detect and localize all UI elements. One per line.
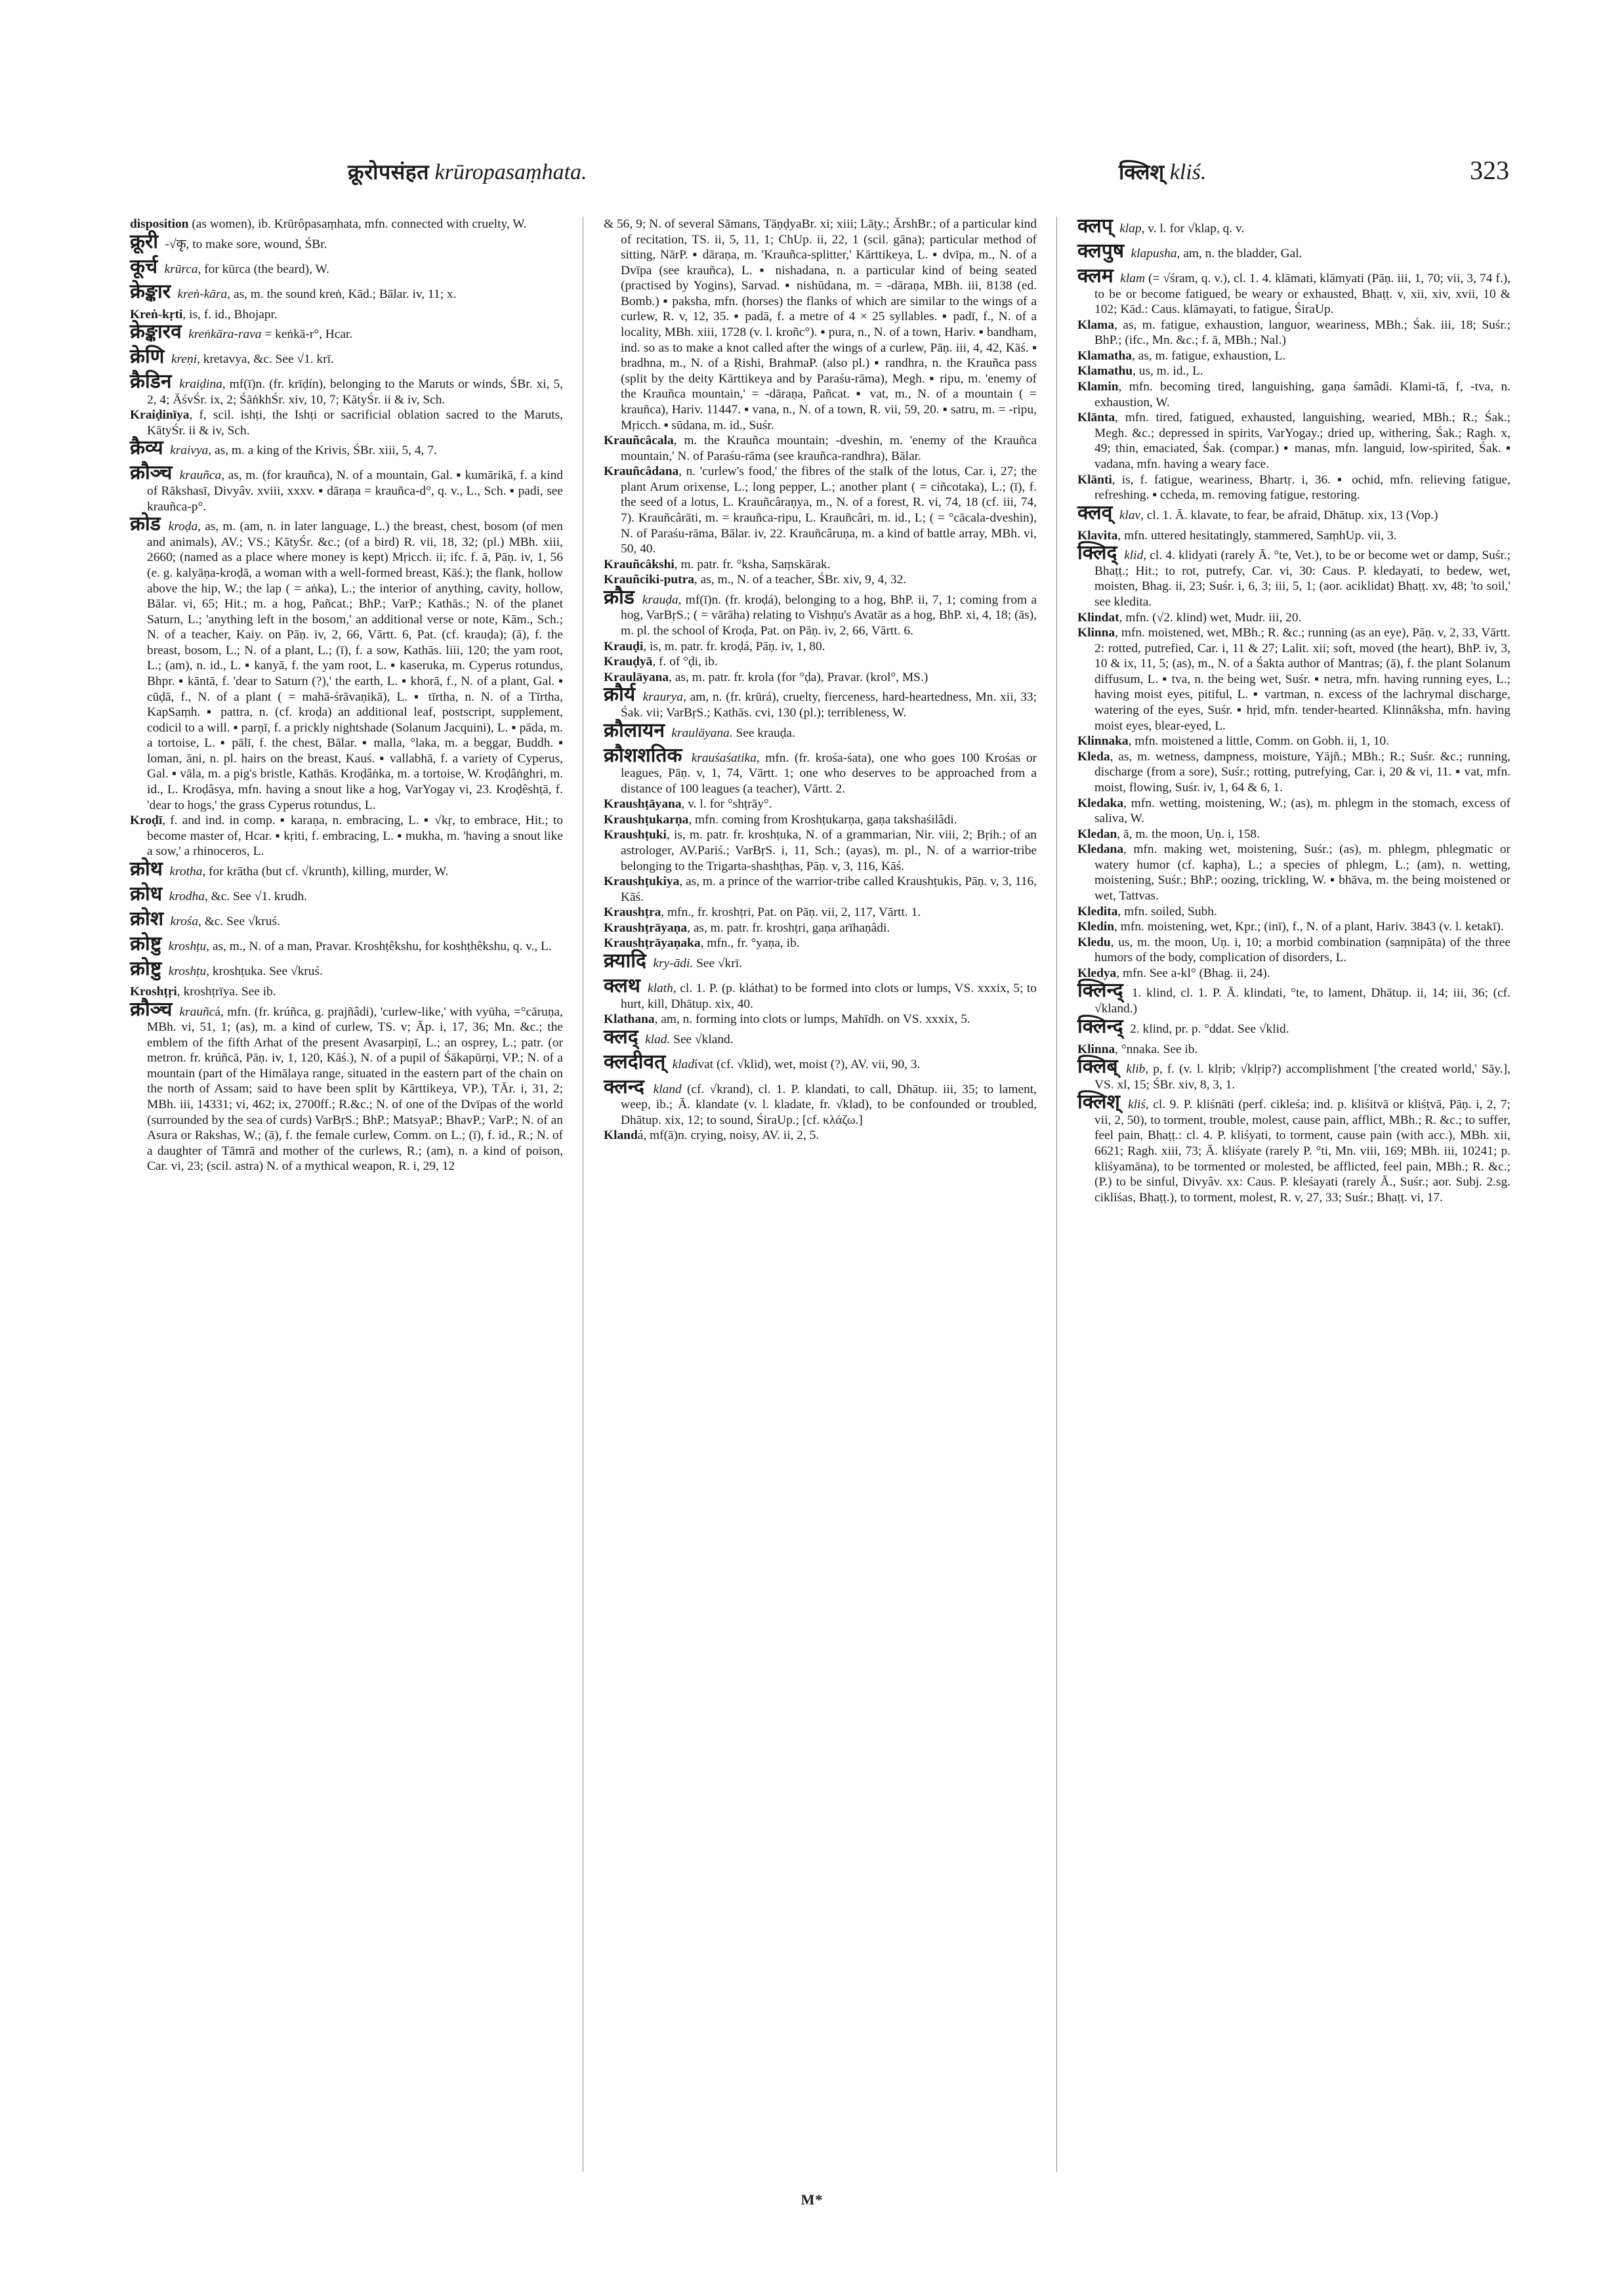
entry-body: , am, n. the bladder, Gal. (1176, 247, 1302, 260)
entry-headword: Kledya (1077, 966, 1117, 980)
dictionary-entry (130, 217, 563, 232)
entry-headword: klad (672, 1057, 695, 1071)
entry-headword: Kleda (1077, 749, 1110, 764)
header-left-translit: krūropasaṃhata. (434, 160, 587, 184)
dictionary-entry (604, 718, 1037, 746)
dictionary-entry (604, 670, 1037, 686)
entry-headword: klap (1119, 222, 1142, 236)
entry-headword: Klathana (604, 1012, 655, 1027)
entry-headword: Klinna (1077, 1042, 1115, 1056)
dictionary-entry (604, 905, 1037, 920)
dictionary-entry (1077, 610, 1510, 626)
entry-headword: klav (1119, 508, 1141, 522)
entry-headword: disposition (130, 217, 189, 231)
entry-devanagari-headword: क्लम (1077, 264, 1121, 287)
entry-headword: Kraiḍinīya (130, 408, 190, 423)
entry-devanagari-headword: क्रौशशतिक (604, 743, 692, 767)
dictionary-entry (604, 827, 1037, 874)
entry-devanagari-headword: क्रोड (130, 512, 169, 536)
entry-headword: klam (1120, 272, 1145, 285)
entry-body: , f, scil. ishṭi, the Ishṭi or sacrificial oblation sacred to the Maruts, KātyŚr. ii & iv, Sch. (147, 408, 563, 438)
entry-body: , mfn. becoming tired, languishing, gaṇa śamâdi. Klami-tā, f, -tva, n. exhaustion, W. (1094, 380, 1510, 409)
entry-headword: Kraulāyana (604, 670, 669, 684)
dictionary-entry (1077, 318, 1510, 348)
dictionary-entry (604, 433, 1037, 464)
dictionary-entry (1077, 827, 1510, 842)
entry-devanagari-headword: क्रोध (130, 882, 169, 905)
dictionary-entry (1077, 1042, 1510, 1058)
entry-devanagari-headword: क्रोथ (130, 857, 170, 880)
entry-body: , mfn. moistened a little, Comm. on Gobh. ii, 1, 10. (1128, 734, 1390, 749)
dictionary-entry (604, 1128, 1037, 1144)
entry-body: á, mfn. (fr. krúñca, g. prajñâdi), 'curlew-like,' with vyūha, =°cāruṇa, MBh. vi, 51, 1; (as), m. a kind of curlew, TS. v; Āp. i, 17, 36; Mn. &c.; the emblem of the fifth Arhat of the present Avasarpiṇī, L.; an osprey, L.; patr. (or metron. fr. krúñcā, Pāṇ. iv, 1, 120, Kāś.), N. of a pupil of Śākapūrṇi, VP.; N. of a mountain (part of the Himālaya range, situated in the eastern part of the chain on the north of Assam; said to have been split by Kārttikeya, VP.), TĀr. i, 31, 2; MBh. iii, 14331; vi, 462; ix, 2700ff.; R.&c.; N. of one of the Dvīpas of the world (surrounded by the sea of curds) VarBṛS.; BhP.; MatsyaP.; BhavP.; VarP.; N. of an Asura or Rakshas, W.; (ā), f. the female curlew, Comm. on L.; (ī), f. id., R.; N. of a daughter of Tāmrā and mother of the curlews, R.; (am), n. a kind of poison, Car. vi, 23; (scil. astra) N. of a mythical weapon, R. i, 29, 12 (147, 1004, 563, 1174)
entry-body: , is, f. fatigue, weariness, Bhartṛ. i, 36. ▪ ochid, mfn. relieving fatigue, refreshing. ▪ ccheda, m. removing fatigue, restoring. (1094, 472, 1510, 503)
dictionary-entry (604, 639, 1037, 655)
entry-headword: kraivya (170, 444, 209, 458)
entry-headword: krauñca (179, 468, 222, 483)
entry-headword: Krauḍi (604, 639, 644, 653)
header-left-entry (348, 157, 587, 186)
entry-headword: krauḍa (642, 592, 678, 607)
entry-body: , is, m. patr. fr. kroshṭuka, N. of a grammarian, Nir. viii, 2; Bṛih.; of an astrologer, AV.Pariś.; VarBṛS. i, 11, Sch.; (ayas), m. pl., N. of a warrior-tribe belonging to the Trigarta-shashṭhas, Pāṇ. v, 3, 116, Kāś. (621, 828, 1037, 873)
entry-body: , v. l. for °shṭrāy°. (681, 797, 772, 812)
entry-body: , f. of °ḍi, ib. (652, 655, 718, 669)
entry-body: , cl. 1. P. (p. kláthat) to be formed into clots or lumps, VS. xxxix, 5; to hurt, kill, Dhātup. xix, 40. (621, 982, 1037, 1011)
entry-body: 2. klind, pr. p. °ddat. See √klid. (1130, 1022, 1289, 1036)
entry-headword: Krauñciki-putra (604, 573, 694, 587)
entry-devanagari-headword: क्रेङ्कारव (130, 320, 189, 344)
entry-devanagari-headword: कूर्च (130, 255, 165, 278)
dictionary-entry (1077, 842, 1510, 903)
entry-body: , as, m. patr. fr. krola (for °ḍa), Pravar. (krol°, MS.) (669, 670, 928, 684)
entry-body: , mfn. wetting, moistening, W.; (as), m. phlegm in the stomach, excess of saliva, W. (1094, 796, 1510, 826)
dictionary-entry (604, 976, 1037, 1012)
column-1 (130, 217, 563, 1174)
entry-headword: Kraushṭrāyaṇa (604, 920, 688, 935)
entry-body: , mfn. uttered hesitatingly, stammered, SaṃhUp. vii, 3. (1117, 528, 1397, 543)
dictionary-entry (604, 951, 1037, 976)
entry-headword: kraiḍina (179, 377, 222, 392)
entry-body: , f. and ind. in comp. ▪ karaṇa, n. embracing, L. ▪ √kṛ, to embrace, Hit.; to become master of, Hcar. ▪ kṛiti, f. embracing, L. ▪ mukha, m. 'having a snout like a sow,' a rhinoceros, L. (147, 814, 563, 859)
entry-headword: Kraushṭukarṇa (604, 812, 689, 827)
entry-devanagari-headword: क्लथ (604, 974, 648, 998)
dictionary-entry (604, 796, 1037, 812)
entry-headword: Kledin (1077, 920, 1115, 934)
entry-headword: Krauñcâdana (604, 465, 679, 479)
entry-headword: krotha (169, 864, 203, 879)
dictionary-entry (1077, 363, 1510, 379)
entry-body: कृ, to make sore, wound, ŚBr. (176, 237, 327, 251)
entry-headword: Kledana (1077, 842, 1124, 857)
entry-body: , mf(ī)n. (fr. krīḍín), belonging to the Maruts or winds, ŚBr. xi, 5, 2, 4; ĀśvŚr. ix, 2; ŚāṅkhŚr. xiv, 10, 7; KātyŚr. ii & iv, Sch. (147, 377, 563, 407)
entry-body: See √krī. (693, 957, 742, 971)
entry-headword: kreṅ-kāra (177, 287, 228, 301)
entry-headword: krauñc (179, 1004, 215, 1019)
dictionary-entry (1077, 796, 1510, 827)
text-columns (130, 217, 1513, 2185)
column-3 (1077, 217, 1510, 1205)
entry-body: , as, m. patr. fr. kroshṭri, gaṇa arīhaṇâdi. (687, 920, 890, 935)
dictionary-entry (130, 279, 563, 307)
entry-devanagari-headword: क्लन्द (604, 1075, 654, 1098)
entry-devanagari-headword: क्रौञ्च (130, 997, 180, 1021)
dictionary-entry (130, 463, 563, 514)
entry-body: , mf(ī)n. (fr. kroḍá), belonging to a hog, BhP. ii, 7, 1; coming from a hog, VarBṛS.; ( = vārāha) relating to Vishṇu's Avatār as a hog, BhP. xi, 4, 18; (ās), m. pl. the school of Kroḍa, Pat. on Pāṇ. iv, 2, 66, Vārtt. 6. (621, 592, 1037, 638)
dictionary-entry (1077, 919, 1510, 935)
dictionary-entry (1077, 625, 1510, 734)
entry-body: , as, m. fatigue, exhaustion, L. (1131, 348, 1286, 363)
entry-headword: kry-ādi. (653, 957, 694, 971)
dictionary-entry (1077, 981, 1510, 1016)
entry-devanagari-headword: क्रौलायन (604, 718, 672, 742)
dictionary-entry (130, 514, 563, 813)
entry-body: á, mf(ā)n. crying, noisy, AV. ii, 2, 5. (637, 1128, 820, 1143)
entry-devanagari-headword: क्रौर्य (604, 683, 643, 707)
dictionary-entry (1077, 266, 1510, 318)
entry-headword: Kledaka (1077, 796, 1124, 810)
page-signature: M* (801, 2191, 823, 2208)
entry-body: , °nnaka. See ib. (1115, 1042, 1198, 1056)
entry-devanagari-headword: क्रूरी (130, 230, 165, 253)
entry-body: , cl. 9. P. kliśnāti (perf. cikleśa; ind. p. kliśitvā or kliśṭvā, Pāṇ. i, 2, 7; vii, 2, 50), to torment, trouble, molest, cause pain, afflict, MBh.; R. &c.; to suffer, feel pain, Bhaṭṭ.: cl. 4. P. kliśyati, to torment, cause pain (with acc.), MBh. xii, 6621; Ragh. xiii, 73; Ā. kliśyate (rarely P. °ti, Mn. viii, 169; MBh. iii, 10241; p. kliśyamāna), to be tormented or molested, be afflicted, feel pain, MBh.; R. &c.; (P.) to be sinful, Divyâv. xx: Caus. P. kleśayati (rarely Ā., Suśr.; aor. Subj. 2.sg. cikliśas, Bhaṭṭ.), to torment, molest, R. v, 27, 33; Suśr.; Bhaṭṭ. vi, 17. (1094, 1098, 1510, 1205)
dictionary-entry (1077, 966, 1510, 982)
entry-body: , mfn., fr. kroshṭri, Pat. on Pāṇ. vii, 2, 117, Vārtt. 1. (661, 905, 921, 920)
dictionary-entry (1077, 472, 1510, 503)
entry-devanagari-headword: क्रैव्य (130, 436, 171, 460)
entry-body: , as, m. a prince of the warrior-tribe called Kraushṭukis, Pāṇ. v, 3, 116, Kāś. (621, 875, 1037, 904)
entry-headword: Krauḍyā (604, 655, 653, 669)
entry-body: , us, m. id., L. (1133, 364, 1203, 379)
entry-headword: Kroshṭṛi (130, 984, 177, 999)
entry-headword: Klinna (1077, 626, 1115, 640)
entry-body: , mfn. soiled, Subh. (1117, 904, 1217, 919)
entry-headword: -√ (165, 237, 177, 251)
entry-body: See √kland. (670, 1032, 734, 1046)
header-center-devanagari: क्लिश् (1119, 159, 1165, 184)
entry-headword: Kland (604, 1128, 638, 1143)
entry-headword: Krauñcâcala (604, 434, 674, 448)
header-center-entry (1119, 157, 1206, 186)
dictionary-entry (1077, 528, 1510, 544)
entry-body: , as, m. fatigue, exhaustion, languor, weariness, MBh.; Śak. iii, 18; Suśr.; BhP.; (ifc., Mn. &c.; f. ā, MBh.; Nal.) (1094, 318, 1510, 348)
header-center-translit: kliś. (1169, 160, 1207, 184)
dictionary-entry (130, 257, 563, 282)
dictionary-entry (604, 812, 1037, 828)
dictionary-entry (1077, 749, 1510, 796)
entry-body: , cl. 4. klidyati (rarely Ā. °te, Vet.), to be or become wet or damp, Suśr.; Bhaṭṭ.; Hit.; to rot, putrefy, Car. vi, 30: Caus. P. kledayati, to bedew, wet, moisten, Bhag. ii, 23; Suśr. i, 6, 3; iii, 5, 1; (aor. aciklidat) Bhaṭṭ. xv, 48; 'to soil,' see kledita. (1094, 548, 1510, 609)
entry-headword: kroshṭu (168, 964, 207, 978)
dictionary-entry (604, 920, 1037, 936)
entry-body: , as, m. wetness, dampness, moisture, Yājñ.; MBh.; R.; Suśr. &c.; running, discharge (from a sore), Suśr.; rotting, putrefying, Car. i, 20 & vi, 11. ▪ vat, mfn. moist, flowing, Suśr. iv, 1, 64 & 6, 1. (1094, 749, 1510, 795)
dictionary-entry (1077, 410, 1510, 472)
entry-body: , mfn., fr. °yaṇa, ib. (700, 936, 800, 951)
dictionary-entry (1077, 904, 1510, 920)
entry-headword: Kraushṭra (604, 905, 661, 920)
dictionary-entry (130, 438, 563, 463)
entry-headword: kreṅkāra-rava (188, 327, 262, 342)
dictionary-entry (604, 585, 1037, 639)
entry-headword: kroḍa (168, 520, 198, 534)
dictionary-entry (1077, 1057, 1510, 1092)
entry-headword: Klamin (1077, 380, 1119, 394)
dictionary-entry (130, 372, 563, 407)
dictionary-entry (130, 959, 563, 984)
entry-headword: Klindat (1077, 610, 1119, 625)
entry-body: , as, m. (am, n. in later language, L.) the breast, chest, bosom (of men and animals), AV.; VS.; KātyŚr. &c.; (of a bird) R. vii, 18, 32; (pl.) MBh. xiii, 2660; (named as a place where money is kept) Mṛicch. ii; ifc. f. ā, Pāṇ. iv, 1, 56 (e. g. kalyāṇa-kroḍā, a woman with a well-formed breast, Kāś.); the flank, hollow above the hip, W.; the lap ( = aṅka), L.; the interior of anything, cavity, hollow, Bālar. vi, 65; Hit.; m. a hog, Pañcat.; BhP.; VarP.; Kathās.; N. of the planet Saturn, L.; 'anything left in the bosom,' an additional verse or note, Kām., Sch.; N. of a teacher, Kaiy. on Pāṇ. iv, 2, 66, Vārtt. 6, Pat. (cf. krauḍa); (ā), f. the breast, bosom, L.; N. of a plant, L.; (ī), f. a sow, Kathās. liii, 120; the yam root, L.; (am), n. id., L. ▪ kanyā, f. the yam root, L. ▪ kaseruka, m. Cyperus rotundus, Bhpr. ▪ kāntā, f. 'dear to Saturn (?),' the earth, L. ▪ khorā, f., N. of a plant, Gal. ▪ cūḍā, f., N. of a plant ( = mahā-śrāvaṇikā), L. ▪ tīrtha, n. N. of a Tīrtha, KapSaṃh. ▪ pattra, n. (cf. kroḍa) an additional leaf, postscript, supplement, codicil to a will. ▪ parṇī, f. a prickly nightshade (Solanum Jacquini), L. ▪ pāda, m. a tortoise, L. ▪ pālī, f. the chest, Bālar. ▪ malla, °laka, m. a beggar, Buddh. ▪ loman, āni, n. pl. hairs on the breast, Kauś. ▪ vallabhā, f. a variety of Cyperus, Gal. ▪ vāla, m. a pig's bristle, Kathās. Kroḍâṅka, m. a tortoise, W. Kroḍâṅghri, m. id., L. Kroḍâsya, mfn. having a snout like a hog, VarYogay vi, 23. Kroḍêshṭā, f. 'dear to hogs,' the grass Cyperus rotundus, L. (147, 520, 563, 812)
entry-headword: Krauñcâkshi (604, 557, 675, 571)
entry-body: , n. 'curlew's food,' the fibres of the stalk of the lotus, Car. i, 27; the plant Arum orixense, L.; long pepper, L.; another plant ( = ciñcotaka), L.; (ī), f. the seed of a lotus, L. Krauñcâraṇya, m., N. of a forest, R. vi, 74, 18 (cf. iii, 74, 7). Krauñcârāti, m. = krauñca-ripu, L. Krauñcâri, m. id., L; ( = °cācala-dveshin), N. of Paraśu-rāma, Bālar. iv, 22. Krauñcâruṇa, m. a kind of battle array, MBh. vi, 50, 40. (621, 465, 1037, 556)
dictionary-entry (604, 572, 1037, 588)
entry-headword: Klinnaka (1077, 734, 1129, 749)
entry-body: , as, m., N. of a man, Pravar. Kroshṭêkshu, for koshṭhêkshu, q. v., L. (206, 939, 552, 953)
entry-headword: kreṇi (171, 352, 198, 367)
entry-headword: klib (1126, 1062, 1146, 1077)
entry-headword: krūrca (164, 262, 198, 276)
entry-devanagari-headword: क्लिन्द् (1077, 1014, 1131, 1038)
dictionary-entry (604, 1077, 1037, 1128)
entry-body: & 56, 9; N. of several Sāmans, TāṇḍyaBr. xi; xiii; Lāṭy.; ĀrshBr.; of a particular kind of recitation, TS. ii, 5, 11, 1; ChUp. ii, 22, 1 (scil. gāna); particular method of sitting, NārP. ▪ dāraṇa, m. 'Krauñca-splitter,' Kārttikeya, L. ▪ dvīpa, m., N. of a Dvīpa (see krauñca), L. ▪ nishadana, n. a particular kind of being seated (practised by Yogins), Sarvad. ▪ nishūdana, m. = -dāraṇa, MBh. iii, 8138 (ed. Bomb.) ▪ paksha, mfn. (horses) the flanks of which are similar to the wings of a curlew, R. v, 12, 35. ▪ padā, f. a metre of 4 × 25 syllables. ▪ padī, f., N. of a locality, MBh. xiii, 1728 (v. l. kroñc°). ▪ pura, n., N. of a town, Hariv. ▪ bandham, ind. so as to make a knot called after the wings of a curlew, Pāṇ. iii, 4, 42, Kāś. ▪ bradhna, m., N. of a Ṛishi, BrahmaP. (also pl.) ▪ randhra, n. the Krauñca pass (split by the deity Kārttikeya and by Paraśu-rāma), Megh. ▪ ripu, m. 'enemy of the Krauñca mountain,' = -dāraṇa, Pañcat. ▪ vat, m., N. of a mountain ( = krauñca), Hariv. 11447. ▪ vana, n., N. of a town, R. vii, 59, 20. ▪ satru, m. = -ripu, Mṛicch. ▪ sūdana, m. id., Suśr. (604, 217, 1037, 432)
dictionary-entry (604, 654, 1037, 670)
entry-devanagari-headword: क्रोष्टु (130, 957, 169, 980)
entry-body: , mfn. (√2. klind) wet, Mudr. iii, 20. (1119, 610, 1302, 625)
entry-body: , mfn. moistening, wet, Kpr.; (inī), f., N. of a plant, Hariv. 3843 (v. l. ketakī). (1114, 920, 1504, 934)
entry-headword: Kledan (1077, 827, 1117, 841)
entry-devanagari-headword: क्लिन्द् (1077, 979, 1132, 1003)
dictionary-entry (604, 936, 1037, 951)
entry-headword: klapusha (1131, 247, 1177, 260)
entry-devanagari-headword: क्रौड (604, 585, 642, 609)
entry-headword: klid (1124, 548, 1144, 563)
dictionary-entry (1077, 1092, 1510, 1205)
dictionary-entry (130, 232, 563, 257)
dictionary-entry (130, 859, 563, 884)
entry-body: 1. klind, cl. 1. P. Ā. klindati, °te, to lament, Dhātup. ii, 14; iii, 36; (cf. √kland.) (1094, 986, 1510, 1016)
entry-devanagari-headword: क्लद् (604, 1025, 646, 1048)
entry-body: , am, n. forming into clots or lumps, Mahīdh. on VS. xxxix, 5. (654, 1012, 970, 1027)
entry-devanagari-headword: क्रौञ्च (130, 461, 180, 485)
dictionary-entry (604, 1012, 1037, 1027)
dictionary-entry (130, 407, 563, 438)
entry-devanagari-headword: क्लप् (1077, 215, 1120, 238)
entry-body: , &c. See √kruś. (198, 914, 280, 928)
entry-devanagari-headword: क्लव् (1077, 501, 1119, 524)
dictionary-entry (1077, 503, 1510, 528)
entry-devanagari-headword: क्रेङ्कार (130, 279, 178, 303)
entry-headword: Kledu (1077, 935, 1111, 949)
dictionary-entry (604, 743, 1037, 797)
entry-body: , mfn. tired, fatigued, exhausted, languishing, wearied, MBh.; R.; Śak.; Megh. &c.; depressed in spirits, VarYogay.; dried up, withering, Śak.; Ragh. x, 49; thin, emaciated, Śak. (compar.) ▪ manas, mfn. languid, low-spirited, Śak. ▪ vadana, mfn. having a weary face. (1094, 411, 1510, 471)
entry-body: , &c. See √1. krudh. (204, 889, 307, 903)
entry-headword: Klamathu (1077, 364, 1133, 379)
entry-body: , kroshṭuka. See √kruś. (206, 964, 323, 978)
entry-body: (= √śram, q. v.), cl. 1. 4. klāmati, klāmyati (Pāṇ. iii, 1, 70; vii, 3, 74 f.), to be or become fatigued, be weary or exhausted, Bhaṭṭ. v, xii, xiv, xvii, 10 & 102; Kād.: Caus. klāmayati, to fatigue, ŚirаUp. (1094, 272, 1511, 317)
entry-headword: Kraushṭāyana (604, 797, 682, 812)
entry-body: , am, n. (fr. krūrá), cruelty, fierceness, hard-heartedness, Mn. xii, 33; Śak. vii; VarBṛS.; Kathās. cvi, 130 (pl.); terribleness, W. (621, 690, 1037, 720)
entry-body: , mfn. moistened, wet, MBh.; R. &c.; running (as an eye), Pāṇ. v, 2, 33, Vārtt. 2: rotted, putrefied, Car. i, 11 & 27; Lalit. xii; soft, moved (the heart), BhP. iv, 3, 10 & ix, 11, 5; (as), m., N. of a Śakta author of Mantras; (ā), f. the plant Solanum diffusum, L. ▪ tva, n. the being wet, Suśr. ▪ netra, mfn. having running eyes, L.; having moist eyes, pitiful, L. ▪ vartman, n. excess of the lachrymal discharge, watering of the eyes, Suśr. ▪ hṛid, mfn. tender-hearted. Klinnâksha, mfn. having moist eyes, blear-eyed, L. (1094, 626, 1510, 733)
dictionary-entry (1077, 348, 1510, 364)
dictionary-entry (604, 557, 1037, 573)
entry-headword: kroshṭu (168, 939, 207, 953)
dictionary-entry (130, 909, 563, 934)
column-2 (604, 217, 1037, 1144)
entry-body: , p, f. (v. l. klṛib; √klṛip?) accomplishment ['the created world,' Sāy.], VS. xl, 15; ŚBr. xiv, 8, 3, 1. (1094, 1062, 1510, 1092)
dictionary-entry (130, 347, 563, 372)
entry-body: , m. patr. fr. °ksha, Saṃskārak. (674, 557, 831, 571)
entry-headword: klath (648, 982, 673, 996)
entry-headword: krodha (169, 889, 205, 903)
entry-devanagari-headword: क्रैडिन (130, 370, 180, 394)
entry-headword: Kroḍī (130, 814, 163, 828)
dictionary-entry (130, 884, 563, 909)
entry-body: (cf. √krand), cl. 1. P. klandati, to call, Dhātup. iii, 35; to lament, weep, ib.; Ā. klandate (v. l. kladate, fr. √klad), to be confounded or troubled, Dhātup. xix, 12; to sound, ŚirаUp.; [cf. κλάζω.] (621, 1082, 1037, 1127)
entry-body: , ā, m. the moon, Uṇ. i, 158. (1117, 827, 1260, 841)
entry-devanagari-headword: क्लिश् (1077, 1090, 1128, 1114)
dictionary-entry (604, 1027, 1037, 1052)
entry-body: , mfn. coming from Kroshṭukarṇa, gaṇa takshaśilâdi. (688, 812, 957, 827)
entry-devanagari-headword: क्लिब् (1077, 1055, 1127, 1079)
entry-headword: Klānta (1077, 411, 1115, 425)
entry-body: , as, m. the sound kreṅ, Kād.; Bālar. iv, 11; x. (227, 287, 457, 301)
entry-body: = keṅkā-r°, Hcar. (261, 327, 353, 342)
entry-headword: Kreṅ-kṛti (130, 307, 183, 321)
entry-body: , us, m. the moon, Uṇ. i, 10; a morbid combination (saṃnipāta) of the three humors of the body, complication of disorders, L. (1094, 935, 1510, 965)
entry-devanagari-headword: क्रोष्टु (130, 932, 169, 955)
dictionary-entry (130, 322, 563, 347)
entry-body: , mfn. See a-kl° (Bhag. ii, 24). (1116, 966, 1270, 980)
dictionary-entry (130, 997, 563, 1174)
entry-headword: Kraushṭuki (604, 828, 667, 842)
dictionary-entry (130, 934, 563, 959)
entry-headword: Klamatha (1077, 348, 1132, 363)
entry-body: (as women), ib. Krūrôpasaṃhata, mfn. connected with cruelty, W. (188, 217, 527, 231)
dictionary-entry (1077, 935, 1510, 966)
entry-body: , kretavya, &c. See √1. krī. (197, 352, 334, 367)
entry-devanagari-headword: क्लपुष (1077, 239, 1131, 262)
entry-headword: Kraushṭukiya (604, 875, 680, 889)
dictionary-entry (604, 874, 1037, 905)
entry-headword: kraulāyana. (671, 726, 733, 740)
entry-devanagari-headword: क्र्यादि (604, 949, 654, 973)
entry-body: , as, m. (for krauñca), N. of a mountain, Gal. ▪ kumārikā, f. a kind of Rākshasī, Divyâv. xviii, xxxv. ▪ dāraṇa = krauñca-d°, q. v., L., Sch. ▪ padi, see krauñca-p°. (147, 468, 563, 514)
dictionary-entry (130, 813, 563, 859)
entry-headword: kraurya (642, 690, 683, 705)
entry-headword: Kledita (1077, 904, 1118, 919)
entry-body: , cl. 1. Ā. klavate, to fear, be afraid, Dhātup. xix, 13 (Vop.) (1140, 508, 1438, 522)
entry-body: , mfn. making wet, moistening, Suśr.; (as), m. phlegm, phlegmatic or watery humor (cf. kapha), L.; a species of phlegm, L.; (am), n. wetting, moistening, Suśr.; BhP.; oozing, trickling, W. ▪ bhāva, m. the being moistened or wet, Tattvas. (1094, 842, 1510, 903)
dictionary-entry (604, 1052, 1037, 1077)
dictionary-entry (130, 307, 563, 323)
entry-headword: Kraushṭrāyaṇaka (604, 936, 701, 951)
entry-headword: kland (653, 1082, 682, 1096)
entry-body: , is, m. patr. fr. kroḍá, Pāṇ. iv, 1, 80. (643, 639, 825, 653)
entry-body: ívat (cf. √klid), wet, moist (?), AV. vii, 90, 3. (694, 1057, 921, 1071)
entry-headword: kliś (1127, 1098, 1146, 1112)
header-left-devanagari: क्रूरोपसंहत (348, 159, 429, 184)
entry-devanagari-headword: क्रोश (130, 907, 171, 930)
entry-body: , m. the Krauñca mountain; -dveshin, m. 'enemy of the Krauñca mountain,' N. of Paraśu-rāma (see krauñca-randhra), Bālar. (621, 434, 1037, 463)
entry-devanagari-headword: क्लदीवत् (604, 1050, 673, 1073)
page-number: 323 (1470, 155, 1509, 185)
column-divider-2 (1056, 217, 1057, 2172)
entry-body: , v. l. for √klap, q. v. (1141, 222, 1245, 236)
dictionary-entry (1077, 734, 1510, 749)
entry-body: , mfn. (fr. krośa-śata), one who goes 100 Krośas or leagues, Pāṇ. v, 1, 74, Vārtt. 1; one who deserves to be approached from a distance of 100 leagues (a teacher), Vārtt. 2. (621, 751, 1037, 796)
dictionary-entry (604, 685, 1037, 720)
entry-headword: Klānti (1077, 472, 1112, 487)
entry-devanagari-headword: क्रेणि (130, 345, 171, 369)
entry-headword: krośa (170, 914, 199, 928)
dictionary-entry (604, 217, 1037, 433)
entry-headword: klad. (645, 1032, 671, 1046)
entry-headword: Klama (1077, 318, 1115, 332)
dictionary-entry (1077, 379, 1510, 410)
entry-body: , as, m. a king of the Krivis, ŚBr. xiii, 5, 4, 7. (208, 444, 437, 458)
dictionary-entry (1077, 241, 1510, 266)
entry-body: See krauḍa. (732, 726, 795, 740)
dictionary-entry (130, 984, 563, 1000)
entry-body: , for krātha (but cf. √krunth), killing, murder, W. (202, 864, 449, 879)
dictionary-entry (1077, 1014, 1510, 1042)
entry-body: , for kūrca (the beard), W. (198, 262, 329, 276)
dictionary-entry (1077, 217, 1510, 241)
entry-body: , as, m., N. of a teacher, ŚBr. xiv, 9, 4, 32. (694, 573, 907, 587)
page-header (131, 157, 1509, 197)
entry-headword: krauśaśatika (691, 751, 757, 765)
entry-headword: Klavita (1077, 528, 1118, 543)
entry-devanagari-headword: क्लिद् (1077, 541, 1125, 565)
dictionary-entry (1077, 543, 1510, 610)
entry-body: , is, f. id., Bhojapr. (182, 307, 278, 321)
entry-body: , kroshṭrīya. See ib. (177, 984, 276, 999)
dictionary-entry (604, 464, 1037, 556)
